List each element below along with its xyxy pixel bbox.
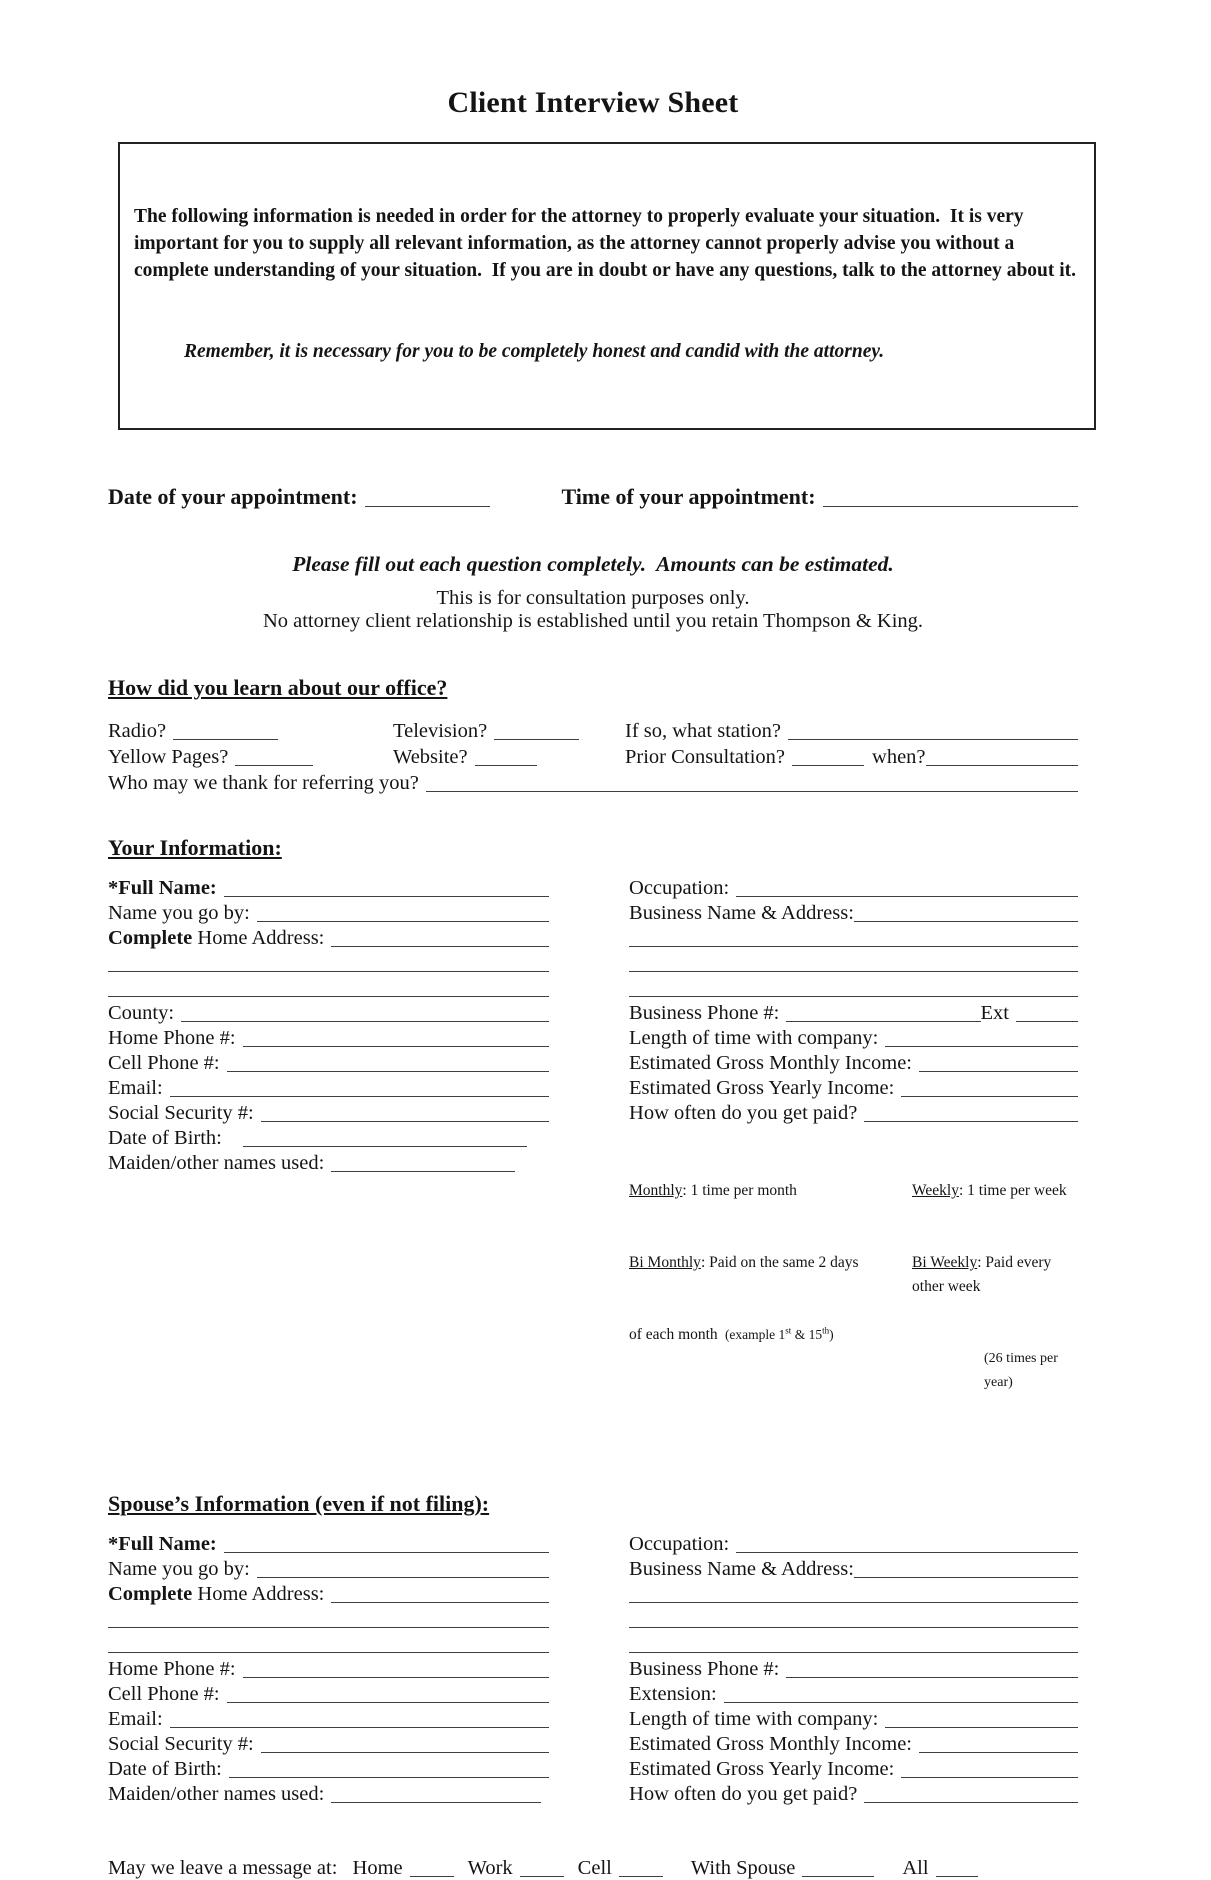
spouse-maiden-names-field[interactable] [331,1800,541,1803]
spouse-home-phone-field[interactable] [243,1675,549,1678]
spouse-extension-label: Extension: [629,1683,717,1705]
spouse-dob-label: Date of Birth: [108,1758,222,1780]
message-cell-field[interactable] [619,1874,663,1877]
your-email-field[interactable] [170,1094,549,1097]
appointment-time-field[interactable] [823,504,1078,507]
your-full-name-field[interactable] [224,894,549,897]
appointment-time-label: Time of your appointment: [561,484,816,509]
spouse-pay-frequency-field[interactable] [864,1800,1078,1803]
your-monthly-income-field[interactable] [919,1069,1078,1072]
website-label: Website? [393,746,468,768]
learn-prior-consultation-field[interactable] [792,763,864,766]
learn-when-field[interactable] [926,763,1078,766]
your-occupation-label: Occupation: [629,877,730,899]
your-county-label: County: [108,1002,175,1024]
learn-section [108,717,1078,795]
spouse-info-left-column [108,1531,549,1806]
your-maiden-names-field[interactable] [331,1169,515,1172]
spouse-occupation-field[interactable] [736,1550,1078,1553]
your-business-phone-field[interactable] [786,1019,980,1022]
spouse-address-label: Home Address: [192,1583,325,1605]
your-address-line2-field[interactable] [108,969,549,972]
your-ssn-label: Social Security #: [108,1102,254,1124]
bi-monthly-example: (example 1st & 15th) [721,1325,834,1342]
message-home-field[interactable] [410,1874,454,1877]
your-business-line3-field[interactable] [629,969,1078,972]
your-info-left-column [108,875,549,1443]
spouse-address-line2-field[interactable] [108,1625,549,1628]
intro-emphasis: Remember, it is necessary for you to be completely honest and candid with the attorney. [184,341,885,362]
your-address-label: Home Address: [192,927,325,949]
spouse-yearly-income-field[interactable] [901,1775,1078,1778]
bi-weekly-term: Bi Weekly [912,1254,978,1271]
your-business-line4-field[interactable] [629,994,1078,997]
learn-row-2 [108,743,1078,769]
your-pay-frequency-label: How often do you get paid? [629,1102,858,1124]
spouse-goes-by-label: Name you go by: [108,1558,250,1580]
learn-radio-field[interactable] [173,737,278,740]
spouse-ssn-field[interactable] [261,1750,549,1753]
your-address-field[interactable] [331,944,549,947]
your-occupation-field[interactable] [736,894,1078,897]
your-home-phone-field[interactable] [243,1044,549,1047]
your-cell-phone-field[interactable] [227,1069,549,1072]
spouse-yearly-income-label: Estimated Gross Yearly Income: [629,1758,895,1780]
appointment-date-label: Date of your appointment: [108,484,358,509]
learn-referral-field[interactable] [426,789,1078,792]
prior-consultation-label: Prior Consultation? [625,746,786,768]
your-business-line2-field[interactable] [629,944,1078,947]
appointment-row [108,480,1078,510]
message-lead-label: May we leave a message at: [108,1857,343,1879]
weekly-desc: : 1 time per week [958,1182,1067,1199]
spouse-business-phone-label: Business Phone #: [629,1658,780,1680]
spouse-full-name-label: *Full Name: [108,1533,217,1555]
spouse-address-line3-field[interactable] [108,1650,549,1653]
message-with-spouse-field[interactable] [802,1874,874,1877]
station-label: If so, what station? [625,720,781,742]
your-maiden-names-label: Maiden/other names used: [108,1152,325,1174]
television-label: Television? [393,720,488,742]
instruction-no-relationship: No attorney client relationship is established until you retain Thompson & King. [262,610,924,632]
spouse-ssn-label: Social Security #: [108,1733,254,1755]
spouse-extension-field[interactable] [724,1700,1078,1703]
spouse-business-line4-field[interactable] [629,1650,1078,1653]
instruction-consultation: This is for consultation purposes only. [436,587,750,609]
your-goes-by-label: Name you go by: [108,902,250,924]
bi-monthly-desc: : Paid on the same 2 days [700,1254,859,1271]
spouse-business-field[interactable] [854,1575,1078,1578]
instruction-fill-out: Please fill out each question completely. Amounts can be estimated. [292,552,894,576]
your-address-line3-field[interactable] [108,994,549,997]
spouse-info-right-column [629,1531,1078,1806]
spouse-email-field[interactable] [170,1725,549,1728]
spouse-tenure-field[interactable] [885,1725,1078,1728]
weekly-term: Weekly [912,1182,959,1199]
your-business-phone-label: Business Phone #: [629,1002,780,1024]
intro-box [118,142,1096,430]
your-info-right-column [629,875,1078,1443]
your-pay-frequency-field[interactable] [864,1119,1078,1122]
spouse-email-label: Email: [108,1708,163,1730]
your-info-heading: Your Information: [108,835,282,860]
monthly-desc: : 1 time per month [682,1182,797,1199]
radio-label: Radio? [108,720,167,742]
spouse-cell-phone-field[interactable] [227,1700,549,1703]
your-address-label-bold: Complete [108,927,193,949]
message-work-field[interactable] [520,1874,564,1877]
your-info-section [108,875,1078,1443]
your-business-ext-field[interactable] [1016,1019,1078,1022]
spouse-info-heading: Spouse’s Information (even if not filing): [108,1491,490,1516]
your-goes-by-field[interactable] [257,919,549,922]
bi-weekly-desc: : Paid every other week [912,1254,1056,1295]
bi-weekly-note: (26 times per year) [984,1351,1062,1390]
your-tenure-field[interactable] [885,1044,1078,1047]
your-dob-label: Date of Birth: [108,1127,222,1149]
spouse-address-label-bold: Complete [108,1583,193,1605]
when-label: when? [872,746,926,768]
message-with-spouse-label: With Spouse [690,1857,796,1879]
spouse-occupation-label: Occupation: [629,1533,730,1555]
spouse-info-section [108,1531,1078,1806]
pay-notes-monthly-column [629,1131,912,1443]
bi-monthly-desc-line2: of each month [629,1326,722,1343]
referral-label: Who may we thank for referring you? [108,772,419,794]
learn-row-3 [108,769,1078,795]
message-all-field[interactable] [936,1874,978,1877]
your-county-field[interactable] [181,1019,549,1022]
message-work-label: Work [467,1857,513,1879]
learn-television-field[interactable] [494,737,579,740]
appointment-date-field[interactable] [365,504,490,507]
monthly-term: Monthly [629,1182,683,1199]
spouse-business-line2-field[interactable] [629,1600,1078,1603]
message-all-label: All [902,1857,929,1879]
your-ssn-field[interactable] [261,1119,549,1122]
your-monthly-income-label: Estimated Gross Monthly Income: [629,1052,912,1074]
spouse-full-name-field[interactable] [224,1550,549,1553]
pay-frequency-notes [629,1131,1078,1443]
bi-monthly-term: Bi Monthly [629,1254,701,1271]
learn-station-field[interactable] [788,737,1078,740]
spouse-monthly-income-field[interactable] [919,1750,1078,1753]
spouse-address-field[interactable] [331,1600,549,1603]
your-dob-field[interactable] [243,1144,527,1147]
spouse-tenure-label: Length of time with company: [629,1708,879,1730]
learn-section-heading: How did you learn about our office? [108,675,448,700]
page-title: Client Interview Sheet [447,86,739,119]
your-ext-label: Ext [980,1002,1009,1024]
spouse-goes-by-field[interactable] [257,1575,549,1578]
spouse-pay-frequency-label: How often do you get paid? [629,1783,858,1805]
your-full-name-label: *Full Name: [108,877,217,899]
learn-yellow-pages-field[interactable] [235,763,313,766]
spouse-monthly-income-label: Estimated Gross Monthly Income: [629,1733,912,1755]
spouse-business-line3-field[interactable] [629,1625,1078,1628]
your-email-label: Email: [108,1077,163,1099]
your-tenure-label: Length of time with company: [629,1027,879,1049]
spouse-business-phone-field[interactable] [786,1675,1078,1678]
yellow-pages-label: Yellow Pages? [108,746,229,768]
your-yearly-income-label: Estimated Gross Yearly Income: [629,1077,895,1099]
your-business-label: Business Name & Address: [629,902,854,924]
message-permission-row [108,1854,1078,1880]
pay-notes-weekly-column [912,1131,1078,1443]
spouse-maiden-names-label: Maiden/other names used: [108,1783,325,1805]
learn-website-field[interactable] [475,763,537,766]
your-yearly-income-field[interactable] [901,1094,1078,1097]
intro-paragraph: The following information is needed in order for the attorney to properly evaluate your situation. It is very important for you to supply all relevant information, as the attorney cannot properly advise you without a complete understanding of your situation. If you are in doubt or have any questions, talk to the attorney about it. [134,206,1077,281]
spouse-home-phone-label: Home Phone #: [108,1658,236,1680]
message-cell-label: Cell [577,1857,612,1879]
message-home-label: Home [352,1857,403,1879]
spouse-business-label: Business Name & Address: [629,1558,854,1580]
your-cell-phone-label: Cell Phone #: [108,1052,220,1074]
spouse-cell-phone-label: Cell Phone #: [108,1683,220,1705]
learn-row-1 [108,717,1078,743]
your-business-field[interactable] [854,919,1078,922]
your-home-phone-label: Home Phone #: [108,1027,236,1049]
spouse-dob-field[interactable] [229,1775,549,1778]
